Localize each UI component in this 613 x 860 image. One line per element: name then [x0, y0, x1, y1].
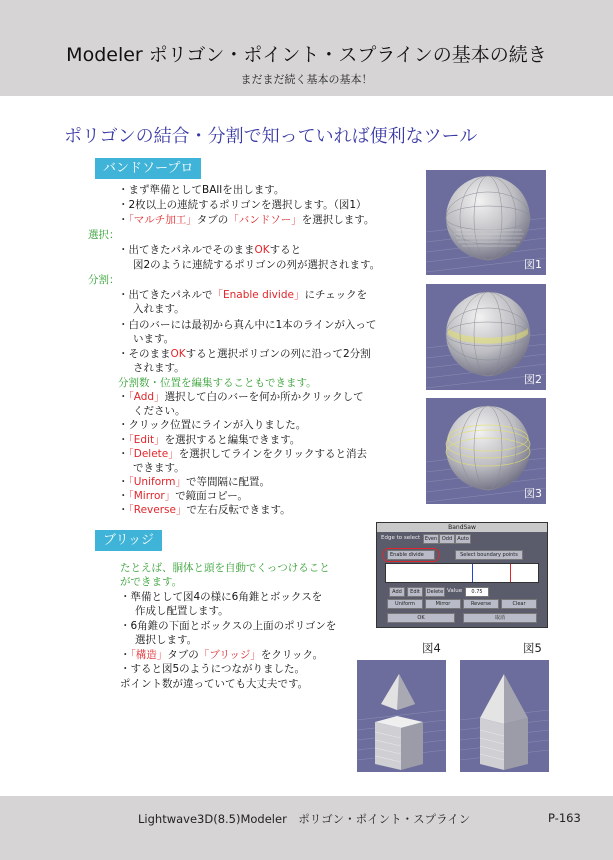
text-line: ・6角錐の下面とボックスの上面のポリゴンを	[120, 620, 337, 632]
option-odd[interactable]: Odd	[439, 534, 455, 544]
text-line: ・白のバーには最初から真ん中に1本のラインが入って	[118, 319, 377, 331]
figure-4-label: 図4	[422, 641, 441, 655]
text-line: ・「Reverse」で左右反転できます。	[118, 504, 291, 516]
text-line: 選択します。	[135, 634, 198, 646]
bridged-render	[460, 660, 549, 772]
edit-note: 分割数・位置を編集することもできます。	[118, 377, 317, 389]
footer-text: Lightwave3D(8.5)Modeler ポリゴン・ポイント・スプライン	[138, 812, 471, 826]
divide-line-selected	[510, 564, 511, 582]
text-line: ・準備として図4の様に6角錐とボックスを	[120, 591, 323, 603]
figure-3-ball	[426, 398, 546, 504]
uniform-button[interactable]: Uniform	[387, 599, 423, 609]
page-subtitle: まだまだ続く基本の基本！	[240, 73, 373, 86]
option-auto[interactable]: Auto	[455, 534, 471, 544]
text-line: います。	[133, 333, 175, 345]
text-line: ・「Delete」を選択してラインをクリックすると消去	[118, 448, 368, 460]
text-line: ・「Add」選択して白のバーを何か所かクリックして	[118, 391, 364, 403]
figure-2-ball	[426, 284, 546, 390]
divide-label: 分割：	[88, 274, 120, 286]
text-line: ・2枚以上の連続するポリゴンを選択します。（図1）	[118, 199, 367, 211]
figure-5-label: 図5	[523, 641, 542, 655]
clear-button[interactable]: Clear	[501, 599, 537, 609]
text-line: ・「構造」タブの「ブリッジ」をクリック。	[120, 649, 324, 661]
text-line: ・「Edit」を選択すると編集できます。	[118, 434, 301, 446]
text-line: 入れます。	[133, 303, 185, 315]
figure-5-render	[460, 660, 549, 772]
text-line: ・出てきたパネルで「Enable divide」にチェックを	[118, 289, 368, 301]
bridge-tag: ブリッジ	[95, 530, 162, 551]
cancel-button[interactable]: 取消	[463, 613, 537, 623]
delete-button[interactable]: Delete	[426, 589, 444, 595]
text-line: できます。	[133, 462, 185, 474]
value-label: Value	[447, 588, 463, 594]
figure-3-caption: 図3	[524, 487, 542, 500]
page-number: P-163	[548, 811, 581, 825]
edge-label: Edge to select	[381, 535, 421, 541]
ok-button[interactable]: OK	[387, 613, 455, 623]
select-label: 選択：	[88, 229, 120, 241]
text-line: ・「Uniform」で等間隔に配置。	[118, 476, 270, 488]
pyramid-box-render	[357, 660, 446, 772]
page-header	[0, 0, 613, 96]
page-title: Modeler ポリゴン・ポイント・スプラインの基本の続き	[66, 44, 547, 66]
page-footer	[0, 796, 613, 860]
dialog-title: BandSaw	[377, 523, 547, 532]
text-line: されます。	[133, 362, 185, 374]
text-line: ・すると図5のようにつながりました。	[120, 663, 305, 675]
text-line: 図2のように連続するポリゴンの列が選択されます。	[133, 259, 381, 271]
text-line: ください。	[133, 405, 186, 417]
checkbox-label: Enable divide	[390, 552, 424, 558]
text-line: ・そのままOKすると選択ポリゴンの列に沿って2分割	[118, 348, 371, 360]
figure-4-render	[357, 660, 446, 772]
reverse-button[interactable]: Reverse	[463, 599, 499, 609]
value-field[interactable]: 0.75	[465, 587, 489, 597]
text-line: ・出てきたパネルでそのままOKすると	[118, 244, 302, 256]
text-line: ・まず準備としてBAllを出します。	[118, 184, 285, 196]
text-line: ・「マルチ加工」タブの「バンドソー」を選択します。	[118, 214, 375, 226]
text-line: ・クリック位置にラインが入りました。	[118, 419, 307, 431]
text-line: ができます。	[120, 576, 183, 588]
text-line: ポイント数が違っていても大丈夫です。	[120, 678, 309, 690]
edit-button[interactable]: Edit	[407, 587, 423, 597]
figure-1-ball	[426, 170, 546, 275]
section-title: ポリゴンの結合・分割で知っていれば便利なツール	[64, 126, 478, 147]
bandsaw-dialog	[376, 522, 548, 628]
select-boundary-checkbox[interactable]: Select boundary points	[455, 550, 523, 560]
add-button[interactable]: Add	[389, 587, 405, 597]
divide-line	[472, 564, 473, 582]
figure-1-caption: 図1	[524, 258, 542, 271]
mirror-button[interactable]: Mirror	[425, 599, 461, 609]
figure-2-caption: 図2	[524, 373, 542, 386]
bandsaw-tag: バンドソープロ	[95, 158, 201, 179]
enable-divide-checkbox[interactable]	[387, 550, 435, 560]
text-line: 作成し配置します。	[135, 605, 229, 617]
divide-bar[interactable]	[385, 563, 539, 583]
text-line: ・「Mirror」で鏡面コピー。	[118, 490, 248, 502]
text-line: たとえば、胴体と頭を自動でくっつけること	[120, 562, 330, 574]
option-even[interactable]: Even	[424, 536, 438, 542]
